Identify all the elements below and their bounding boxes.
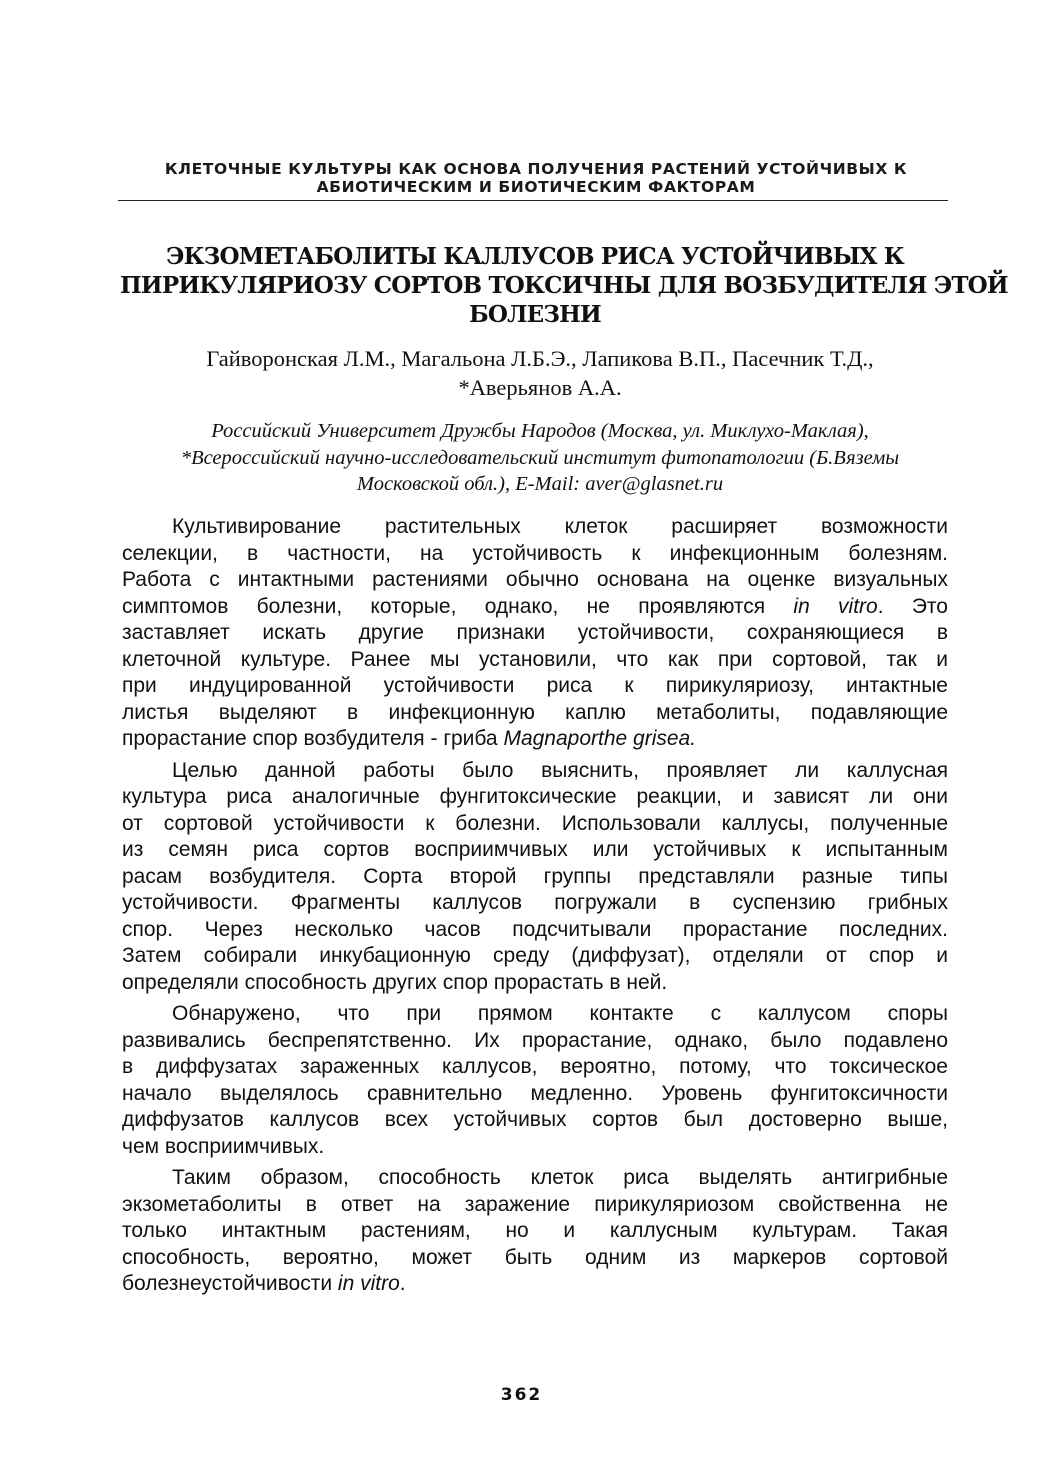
text-run: . Это (877, 594, 948, 618)
text-line: культура риса аналогичные фунгитоксические реакции, и зависят ли они (122, 785, 948, 808)
text-line (122, 594, 948, 621)
authors-line: Гайворонская Л.М., Магальона Л.Б.Э., Лапикова В.П., Пасечник Т.Д., (206, 346, 874, 371)
text-line: при индуцированной устойчивости риса к пирикуляриозу, интактные (122, 674, 948, 697)
text-line: селекции, в частности, на устойчивость к инфекционным болезням. (122, 541, 948, 565)
italic-term: in vitro (793, 594, 878, 618)
text-line: Затем собирали инкубационную среду (диффузат), отделяли от спор и (122, 944, 948, 967)
text-run: . (399, 1272, 406, 1295)
text-line: только интактным растениям, но и каллусным культурам. Такая (122, 1219, 948, 1242)
text-line (122, 726, 948, 753)
affiliation-line: Российский Университет Дружбы Народов (Москва, ул. Миклухо-Маклая), (211, 420, 869, 442)
paragraph-1 (122, 514, 948, 753)
running-header-line: АБИОТИЧЕСКИМ И БИОТИЧЕСКИМ ФАКТОРАМ (316, 178, 756, 196)
text-line: в диффузатах зараженных каллусов, вероятно, потому, что токсическое (122, 1055, 948, 1078)
text-line: заставляет искать другие признаки устойчивости, сохраняющиеся в (122, 621, 948, 644)
authors (120, 344, 960, 402)
text-line: Целью данной работы было выяснить, проявляет ли каллусная (172, 758, 948, 782)
affiliation-line: Московской обл.), E-Mail: aver@glasnet.ru (356, 473, 724, 495)
running-header-line: КЛЕТОЧНЫЕ КУЛЬТУРЫ КАК ОСНОВА ПОЛУЧЕНИЯ РАСТЕНИЙ УСТОЙЧИВЫХ К (164, 160, 908, 178)
text-line: развивались беспрепятственно. Их прорастание, однако, было подавлено (122, 1028, 948, 1052)
text-line: Обнаружено, что при прямом контакте с каллусом споры (172, 1002, 948, 1025)
paragraph-2 (122, 758, 948, 997)
text-line: Работа с интактными растениями обычно основана на оценке визуальных (122, 568, 948, 591)
text-run: прорастание спор возбудителя - гриба (122, 727, 504, 750)
text-line: начало выделялось сравнительно медленно. Уровень фунгитоксичности (122, 1081, 948, 1105)
text-line: листья выделяют в инфекционную каплю метаболиты, подавляющие (122, 700, 948, 724)
authors-line: *Аверьянов А.А. (458, 375, 622, 400)
text-line: определяли способность других спор прорастать в ней. (122, 970, 668, 994)
text-line: устойчивости. Фрагменты каллусов погружали в суспензию грибных (122, 891, 948, 914)
title-line: ПИРИКУЛЯРИОЗУ СОРТОВ ТОКСИЧНЫ ДЛЯ ВОЗБУДИТЕЛЯ ЭТОЙ (120, 272, 1008, 299)
text-line: расам возбудителя. Сорта второй группы представляли разные типы (122, 864, 948, 888)
header-divider (118, 200, 948, 201)
text-run: симптомов болезни, которые, однако, не проявляются (122, 594, 794, 618)
paragraph-4 (122, 1165, 948, 1298)
text-line: Культивирование растительных клеток расширяет возможности (172, 515, 948, 538)
text-line: клеточной культуре. Ранее мы установили, что как при сортовой, так и (122, 647, 948, 671)
text-line: чем восприимчивых. (122, 1134, 325, 1158)
article-title (120, 242, 1008, 329)
text-run: болезнеустойчивости (122, 1272, 338, 1295)
text-line (122, 1271, 948, 1298)
italic-term: in vitro (337, 1272, 400, 1295)
affiliations (120, 418, 960, 498)
page-number: 362 (500, 1385, 543, 1405)
text-line: диффузатов каллусов всех устойчивых сортов был достоверно выше, (122, 1108, 948, 1131)
title-line: БОЛЕЗНИ (468, 301, 601, 328)
title-line: ЭКЗОМЕТАБОЛИТЫ КАЛЛУСОВ РИСА УСТОЙЧИВЫХ К (166, 243, 904, 270)
paragraph-3 (122, 1001, 948, 1160)
text-line: экзометаболиты в ответ на заражение пирикуляриозом свойственна не (122, 1192, 948, 1216)
text-line: способность, вероятно, может быть одним из маркеров сортовой (122, 1245, 948, 1269)
text-line: от сортовой устойчивости к болезни. Использовали каллусы, полученные (122, 811, 948, 835)
text-line: Таким образом, способность клеток риса выделять антигрибные (172, 1166, 948, 1189)
text-line: спор. Через несколько часов подсчитывали прорастание последних. (122, 917, 948, 941)
article-body (122, 514, 948, 1303)
italic-term: Magnaporthe grisea. (503, 727, 697, 750)
running-header (118, 160, 954, 196)
text-line: из семян риса сортов восприимчивых или устойчивых к испытанным (122, 838, 948, 861)
affiliation-line: *Всероссийский научно-исследовательский институт фитопатологии (Б.Вяземы (180, 446, 900, 469)
